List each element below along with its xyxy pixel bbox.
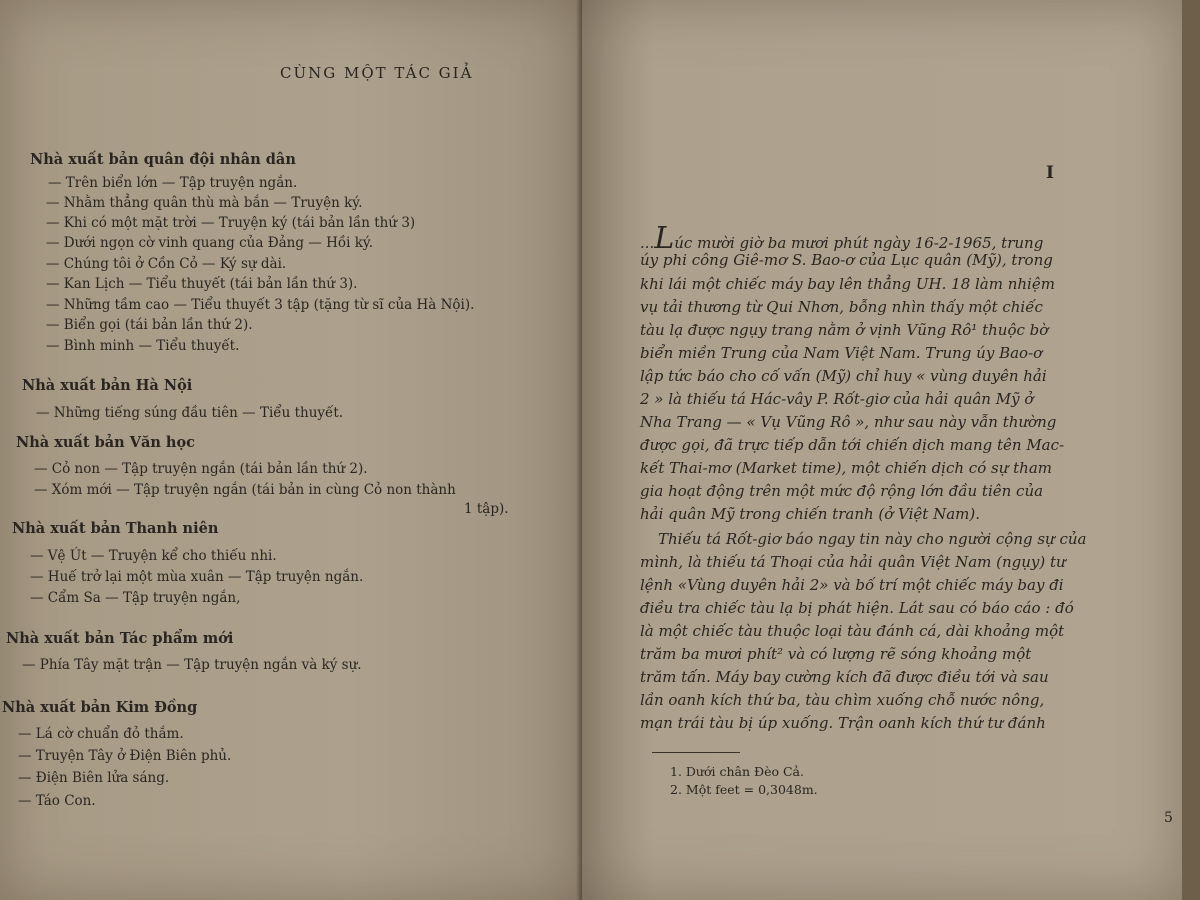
footnote: 2. Một feet = 0,3048m. [670, 782, 818, 797]
text-line: 2 » là thiếu tá Hác-vây P. Rốt-giơ của hải quân Mỹ ở [640, 390, 1034, 408]
drop-cap: L [654, 221, 675, 256]
text-line: gia hoạt động trên một mức độ rộng lớn đầu tiên của [640, 482, 1044, 500]
book-list-item: — Dưới ngọn cờ vinh quang của Đảng — Hồi ký. [46, 235, 374, 251]
text-line: mạn trái tàu bị úp xuống. Trận oanh kích thứ tư đánh [640, 714, 1046, 732]
book-list-item: — Cỏ non — Tập truyện ngắn (tái bản lần thứ 2). [34, 461, 368, 477]
page-title: CÙNG MỘT TÁC GIẢ [280, 64, 474, 82]
text-line: vụ tải thương từ Qui Nhơn, bỗng nhìn thấy một chiếc [640, 298, 1043, 316]
text-line: là một chiếc tàu thuộc loại tàu đánh cá, dài khoảng một [640, 622, 1065, 640]
book-list-item: — Táo Con. [18, 793, 96, 809]
book-list-item: — Cẩm Sa — Tập truyện ngắn, [30, 590, 241, 606]
book-list-item: — Khi có một mặt trời — Truyện ký (tái bản lần thứ 3) [46, 215, 416, 231]
footnote: 1. Dưới chân Đèo Cả. [670, 764, 804, 779]
book-list-item: — Nhằm thẳng quân thù mà bắn — Truyện ký. [46, 195, 363, 211]
text-line: được gọi, đã trực tiếp dẫn tới chiến dịch mang tên Mac- [640, 436, 1065, 454]
book-list-item: — Những tầm cao — Tiểu thuyết 3 tập (tặng từ sĩ của Hà Nội). [46, 297, 475, 313]
publisher-heading: Nhà xuất bản Thanh niên [12, 520, 219, 537]
book-list-item: — Vệ Út — Truyện kể cho thiếu nhi. [30, 548, 277, 564]
book-list-item: — Những tiếng súng đầu tiên — Tiểu thuyết. [36, 405, 344, 421]
publisher-heading: Nhà xuất bản Tác phẩm mới [6, 630, 234, 647]
book-list-item: — Bình minh — Tiểu thuyết. [46, 338, 240, 354]
text-line: Thiếu tá Rốt-giơ báo ngay tin này cho người cộng sự của [658, 530, 1087, 548]
publisher-heading: Nhà xuất bản Kim Đồng [2, 699, 198, 716]
text-line: úy phi công Giê-mơ S. Bao-ơ của Lục quân (Mỹ), trong [640, 251, 1053, 269]
text-line: ...Lúc mười giờ ba mươi phút ngày 16-2-1965, trung [640, 221, 1044, 256]
text-line: lệnh «Vùng duyên hải 2» và bố trí một chiếc máy bay đi [640, 576, 1064, 594]
publisher-heading: Nhà xuất bản Văn học [16, 434, 195, 451]
text-line: trăm ba mươi phít² và có lượng rẽ sóng khoảng một [640, 645, 1032, 663]
text-line: lần oanh kích thứ ba, tàu chìm xuống chỗ nước nông, [640, 691, 1045, 709]
text-line: trăm tấn. Máy bay cường kích đã được điều tới và sau [640, 668, 1049, 686]
footnote-divider [652, 752, 740, 753]
background-edge [1182, 0, 1200, 900]
text-line: khi lái một chiếc máy bay lên thẳng UH. 18 làm nhiệm [640, 275, 1055, 293]
text-line: tàu lạ được ngụy trang nằm ở vịnh Vũng Rô¹ thuộc bờ [640, 321, 1049, 339]
chapter-number: I [1046, 163, 1054, 183]
text-line: mình, là thiếu tá Thoại của hải quân Việt Nam (ngụy) tư [640, 553, 1066, 571]
ellipsis: ... [640, 234, 655, 252]
text-line: lập tức báo cho cố vấn (Mỹ) chỉ huy « vùng duyên hải [640, 367, 1047, 385]
text-line: biển miền Trung của Nam Việt Nam. Trung úy Bao-ơ [640, 344, 1043, 362]
book-list-item: — Trên biển lớn — Tập truyện ngắn. [48, 175, 298, 191]
book-list-item: — Điện Biên lửa sáng. [18, 770, 170, 786]
text-line: Nha Trang — « Vụ Vũng Rô », như sau này vẫn thường [640, 413, 1057, 431]
publisher-heading: Nhà xuất bản Hà Nội [22, 377, 193, 394]
book-list-item: — Phía Tây mặt trận — Tập truyện ngắn và ký sự. [22, 657, 362, 673]
text-line: hải quân Mỹ trong chiến tranh (ở Việt Nam). [640, 505, 981, 523]
book-list-item: 1 tập). [464, 501, 509, 517]
book-list-item: — Lá cờ chuẩn đỏ thắm. [18, 726, 184, 742]
book-list-item: — Kan Lịch — Tiểu thuyết (tái bản lần thứ 3). [46, 276, 358, 292]
book-list-item: — Truyện Tây ở Điện Biên phủ. [18, 748, 232, 764]
book-list-item: — Huế trở lại một mùa xuân — Tập truyện ngắn. [30, 569, 364, 585]
text-line: điều tra chiếc tàu lạ bị phát hiện. Lát sau có báo cáo : đó [640, 599, 1074, 617]
page-number: 5 [1164, 810, 1173, 826]
book-list-item: — Chúng tôi ở Cồn Cỏ — Ký sự dài. [46, 256, 287, 272]
text-line: kết Thai-mơ (Market time), một chiến dịch có sự tham [640, 459, 1052, 477]
publisher-heading: Nhà xuất bản quân đội nhân dân [30, 151, 296, 168]
book-list-item: — Xóm mới — Tập truyện ngắn (tái bản in cùng Cỏ non thành [34, 482, 456, 498]
book-list-item: — Biển gọi (tái bản lần thứ 2). [46, 317, 253, 333]
left-page [0, 0, 582, 900]
